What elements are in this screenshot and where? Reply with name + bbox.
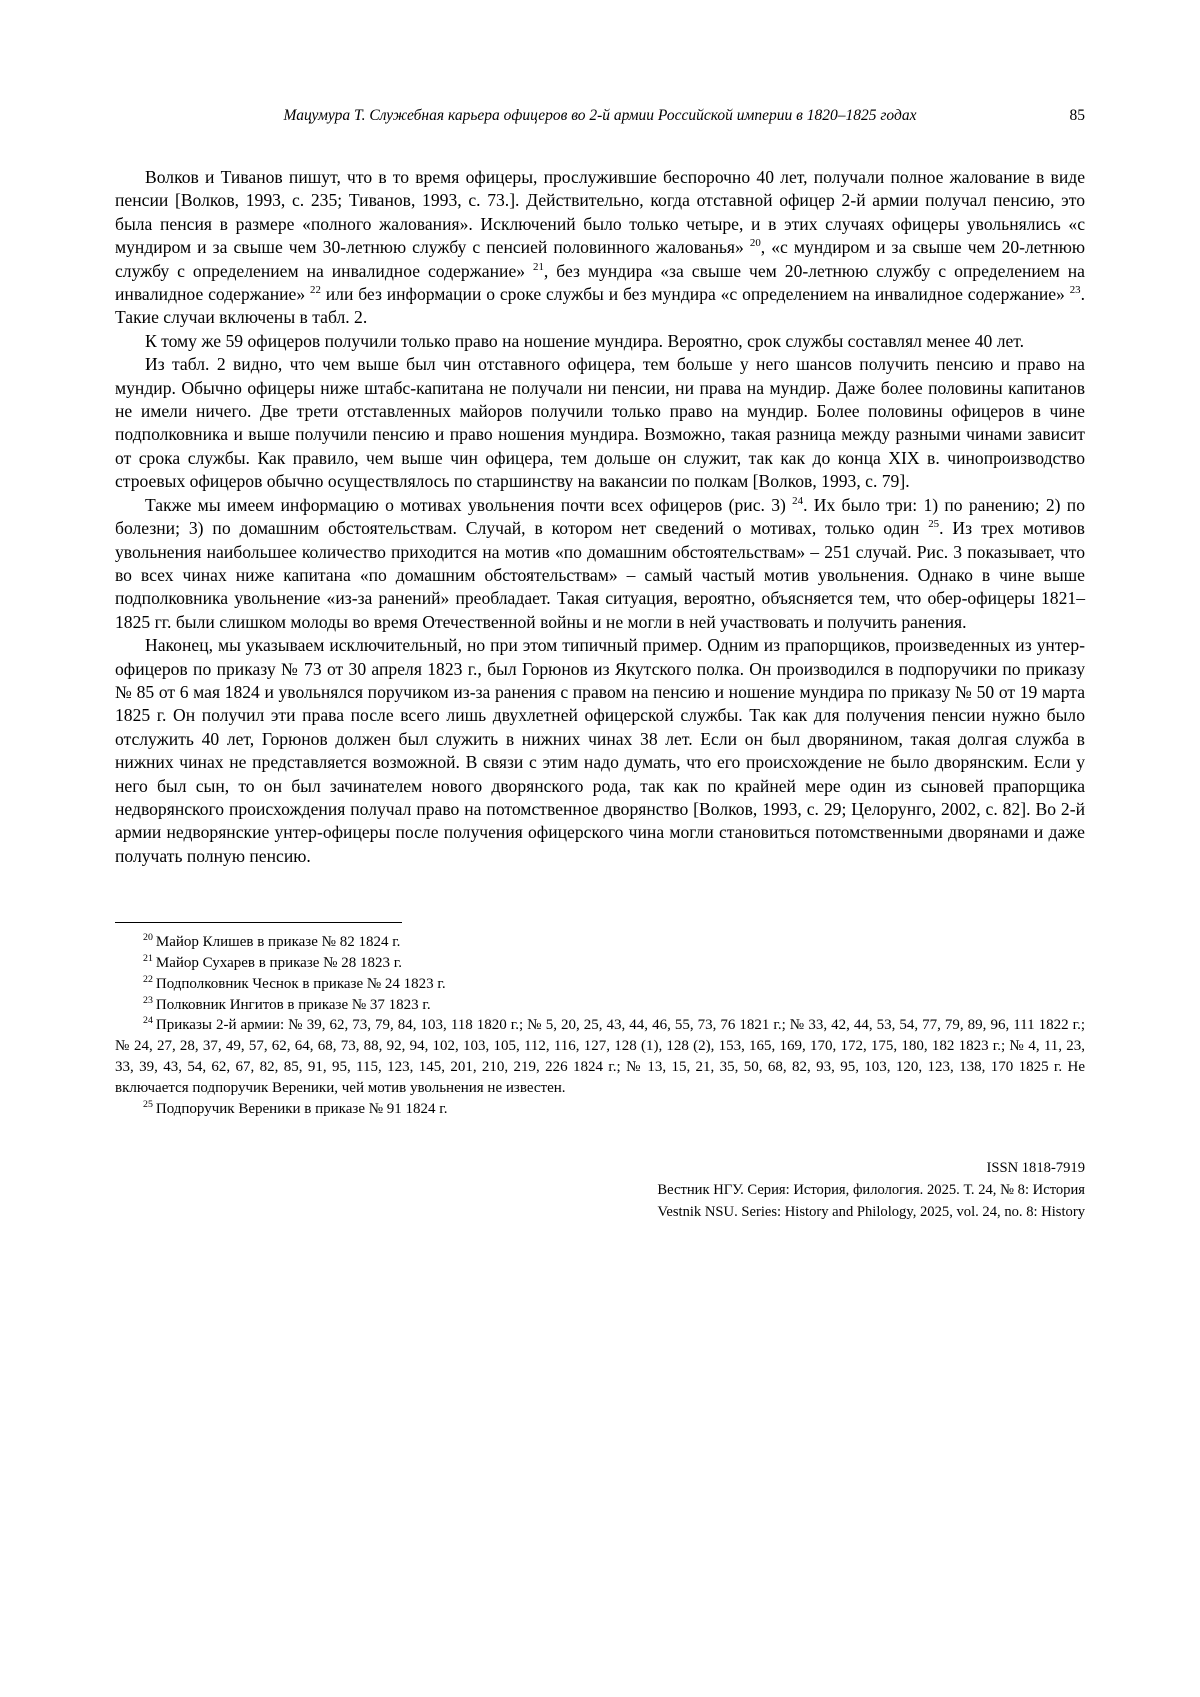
footer-journal-ru: Вестник НГУ. Серия: История, филология. 2025. Т. 24, № 8: История [657, 1182, 1085, 1199]
footnote: $^{20}$ Майор Клишев в приказе № 82 1824 г. [143, 932, 401, 951]
footer-issn: ISSN 1818-7919 [986, 1160, 1085, 1177]
footnote-separator [115, 922, 402, 923]
footnote-ref: 22 [310, 284, 321, 297]
footnote: $^{23}$ Полковник Ингитов в приказе № 37 1823 г. [143, 994, 431, 1013]
paragraph: Наконец, мы указываем исключительный, но при этом типичный пример. Одним из прапорщиков, произведенных из унтер-офицеров по приказу № 73 от 30 апреля 1823 г., был Горюнов из Якутского полка. Он производился в подпоручики по приказу № 85 от 6 мая 1824 и увольнялся поручиком из-за ранения с правом на пенсию и ношение мундира по приказу № 50 от 19 марта 1825 г. Он получил эти права после всего лишь двухлетней офицерской службы. Так как для получения пенсии нужно было отслужить 40 лет, Горюнов должен был служить в нижних чинах 38 лет. Если он был дворянином, такая долгая служба в нижних чинах не представляется возможной. В связи с этим надо думать, что его происхождение не было дворянским. Если у него был сын, то он был зачинателем нового дворянского рода, так как по крайней мере один из сыновей прапорщика недворянского происхождения получал право на потомственное дворянство [Волков, 1993, с. 29; Целорунго, 2002, с. 82]. Во 2-й армии недворянские унтер-офицеры после получения офицерского чина могли становиться потомственными дворянами и даже получать полную пенсию. [115, 635, 1085, 866]
footnote: $^{24}$ Приказы 2-й армии: № 39, 62, 73, 79, 84, 103, 118 1820 г.; № 5, 20, 25, 43, 44, 46, 55, 73, 76 1821 г.; № 33, 42, 44, 53, 54, 77, 79, 89, 96, 111 1822 г.; № 24, 27, 28, 37, 49, 57, 62, 64, 68, 73, 88, 92, 94, 102, 103, 105, 112, 116, 127, 128 (1), 128 (2), 153, 165, 169, 170, 172, 175, 180, 182 1823 г.; № 4, 11, 23, 33, 39, 43, 54, 62, 67, 82, 85, 91, 95, 115, 123, 145, 201, 210, 219, 226 1824 г.; № 13, 15, 21, 35, 50, 68, 82, 93, 95, 103, 120, 123, 138, 170 1825 г. Не включается подпоручик Вереники, чей мотив увольнения не известен. [115, 1015, 1085, 1096]
running-head-title: Мацумура Т. Служебная карьера офицеров во 2-й армии Российской империи в 1820–1825 годах [283, 107, 917, 124]
paragraph: К тому же 59 офицеров получили только право на ношение мундира. Вероятно, срок службы составлял менее 40 лет. [145, 330, 1025, 351]
paragraph: Из табл. 2 видно, что чем выше был чин отставного офицера, тем больше у него шансов получить пенсию и право на мундир. Обычно офицеры ниже штабс-капитана не получали ни пенсии, ни права на мундир. Даже более половины капитанов не имели ничего. Две трети отставленных майоров получили только право на мундир. Более половины офицеров в чине подполковника и выше получили пенсию и право ношения мундира. Возможно, такая разница между разными чинами зависит от срока службы. Как правило, чем выше чин офицера, тем дольше он служит, так как до конца XIX в. чинопроизводство строевых офицеров обычно осуществлялось по старшинству на вакансии по полкам [Волков, 1993, с. 79]. [115, 354, 1085, 492]
footnote-number: 20 [143, 932, 153, 944]
page-number: 85 [1069, 107, 1085, 124]
footnote-number: 24 [143, 1015, 153, 1027]
running-head [115, 106, 1085, 126]
footnote-ref: 20 [749, 237, 761, 250]
footnote-ref: 21 [533, 260, 544, 273]
footnote-number: 21 [143, 952, 153, 964]
footnote: $^{22}$ Подполковник Чеснок в приказе № 24 1823 г. [143, 973, 446, 992]
footer-journal-en: Vestnik NSU. Series: History and Philology, 2025, vol. 24, no. 8: History [657, 1204, 1085, 1221]
footnote-number: 25 [143, 1098, 153, 1110]
paragraph: Также мы имеем информацию о мотивах увольнения почти всех офицеров (рис. 3) $^{24}$. Их было три: 1) по ранению; 2) по болезни; 3) по домашним обстоятельствам. Случай, в котором нет сведений о мотивах, только один $^{25}$. Из трех мотивов увольнения наибольшее количество приходится на мотив «по домашним обстоятельствам» – 251 случай. Рис. 3 показывает, что во всех чинах ниже капитана «по домашним обстоятельствам» – самый частый мотив увольнения. Однако в чине выше подполковника увольнение «из-за ранений» преобладает. Такая ситуация, вероятно, объясняется тем, что обер-офицеры 1821–1825 гг. были слишком молоды во время Отечественной войны и не могли в ней участвовать и получить ранения. [115, 494, 1085, 632]
paragraph: Волков и Тиванов пишут, что в то время офицеры, прослужившие беспорочно 40 лет, получали полное жалование в виде пенсии [Волков, 1993, с. 235; Тиванов, 1993, с. 73.]. Действительно, когда отставной офицер 2-й армии получал пенсию, это была пенсия в размере «полного жалования». Исключений было только четыре, и в этих случаях офицеры увольнялись «с мундиром и за свыше чем 30-летнюю службу с пенсией половинного жалованья» $^{20}$, «с мундиром и за свыше чем 20-летнюю службу с определением на инвалидное содержание» $^{21}$, без мундира «за свыше чем 20-летнюю службу с определением на инвалидное содержание» $^{22}$ или без информации о сроке службы и без мундира «с определением на инвалидное содержание» $^{23}$. Такие случаи включены в табл. 2. [115, 167, 1086, 328]
footnote-number: 22 [143, 973, 153, 985]
footnote-number: 23 [143, 994, 153, 1006]
footnotes [115, 932, 1085, 1119]
body-paragraphs [115, 166, 1085, 868]
footnote-ref: 23 [1069, 284, 1081, 297]
footnote: $^{25}$ Подпоручик Вереники в приказе № 91 1824 г. [143, 1098, 448, 1117]
footnote-ref: 25 [928, 518, 940, 531]
page-footer [115, 1157, 1085, 1223]
footnote-ref: 24 [792, 494, 804, 507]
footnote: $^{21}$ Майор Сухарев в приказе № 28 1823 г. [143, 952, 402, 971]
